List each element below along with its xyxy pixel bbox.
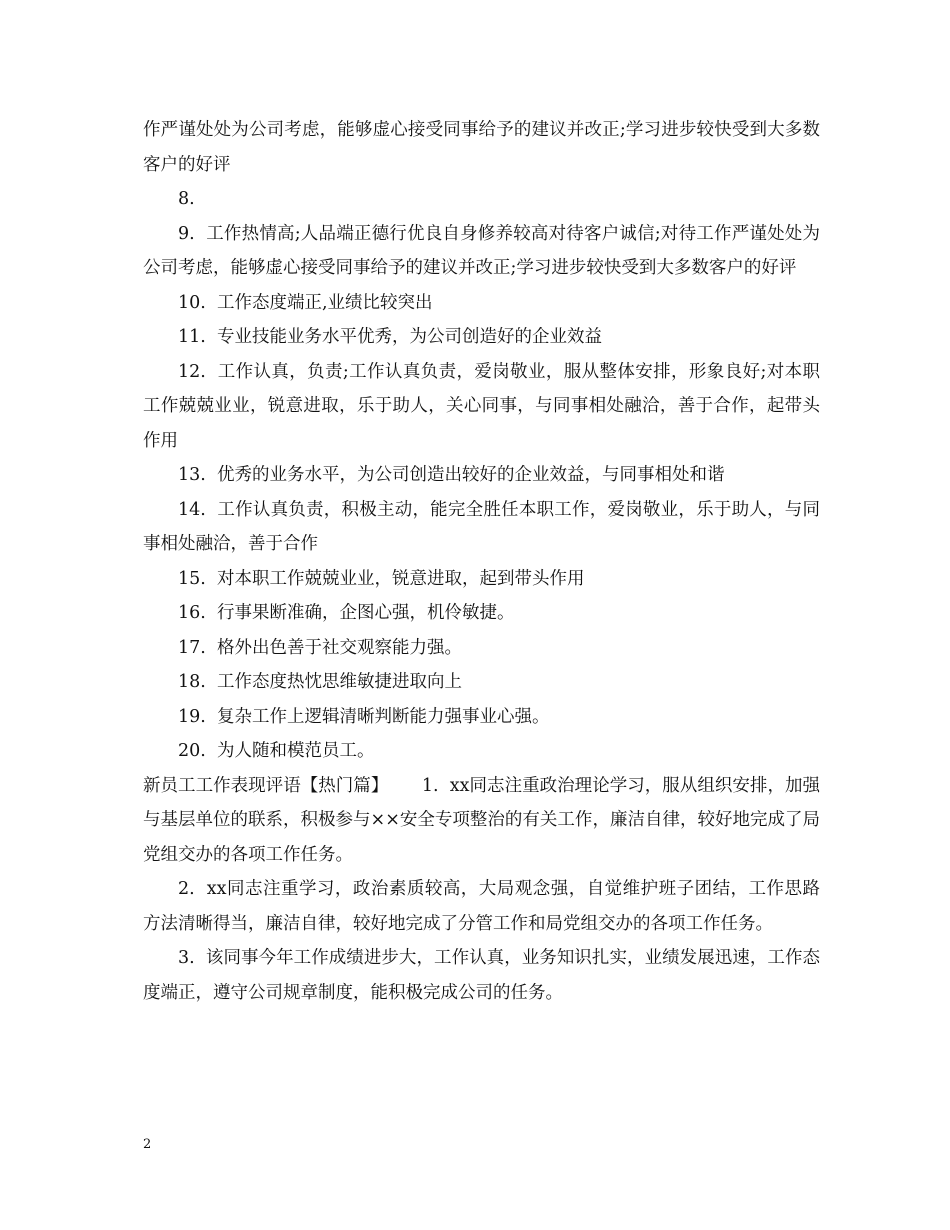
list-item-15: 15. 对本职工作兢兢业业，锐意进取，起到带头作用	[178, 568, 585, 589]
list-item-3: 3. 该同事今年工作成绩进步大，工作认真，业务知识扎实，业绩发展迅速，工作态度端正，遵守公司规章制度，能积极完成公司的任务。	[143, 948, 820, 1003]
list-item-18: 18. 工作态度热忱思维敏捷进取向上	[178, 672, 462, 692]
list-item-17: 17. 格外出色善于社交观察能力强。	[178, 637, 462, 658]
list-item-12: 12. 工作认真，负责;工作认真负责，爱岗敬业，服从整体安排，形象良好;对本职工作兢兢业业，锐意进取，乐于助人，关心同事，与同事相处融洽，善于合作，起带头作用	[143, 361, 820, 451]
list-item-10: 10. 工作态度端正,业绩比较突出	[178, 292, 433, 313]
section-heading-paragraph: 新员工工作表现评语【热门篇】 1. xx同志注重政治理论学习，服从组织安排，加强与基层单位的联系，积极参与××安全专项整治的有关工作，廉洁自律，较好地完成了局党组交办的各项工作任务。	[143, 775, 820, 865]
list-item-8: 8.	[178, 189, 195, 209]
list-item-19: 19. 复杂工作上逻辑清晰判断能力强事业心强。	[178, 706, 550, 727]
list-item-9: 9. 工作热情高;人品端正德行优良自身修养较高对待客户诚信;对待工作严谨处处为公司考虑，能够虚心接受同事给予的建议并改正;学习进步较快受到大多数客户的好评	[143, 223, 820, 278]
page-number: 2	[143, 1137, 152, 1152]
list-item-14: 14. 工作认真负责，积极主动，能完全胜任本职工作，爱岗敬业，乐于助人，与同事相处融洽，善于合作	[143, 499, 820, 554]
list-item-16: 16. 行事果断准确，企图心强，机伶敏捷。	[178, 603, 515, 623]
list-item-13: 13. 优秀的业务水平，为公司创造出较好的企业效益，与同事相处和谐	[178, 465, 725, 485]
document-body	[143, 113, 820, 1010]
list-item-20: 20. 为人随和模范员工。	[178, 741, 375, 761]
list-item-11: 11. 专业技能业务水平优秀，为公司创造好的企业效益	[178, 327, 602, 347]
paragraph-continuation: 作严谨处处为公司考虑，能够虚心接受同事给予的建议并改正;学习进步较快受到大多数客户的好评	[143, 120, 820, 175]
list-item-2: 2. xx同志注重学习，政治素质较高，大局观念强，自觉维护班子团结，工作思路方法清晰得当，廉洁自律，较好地完成了分管工作和局党组交办的各项工作任务。	[143, 879, 820, 934]
